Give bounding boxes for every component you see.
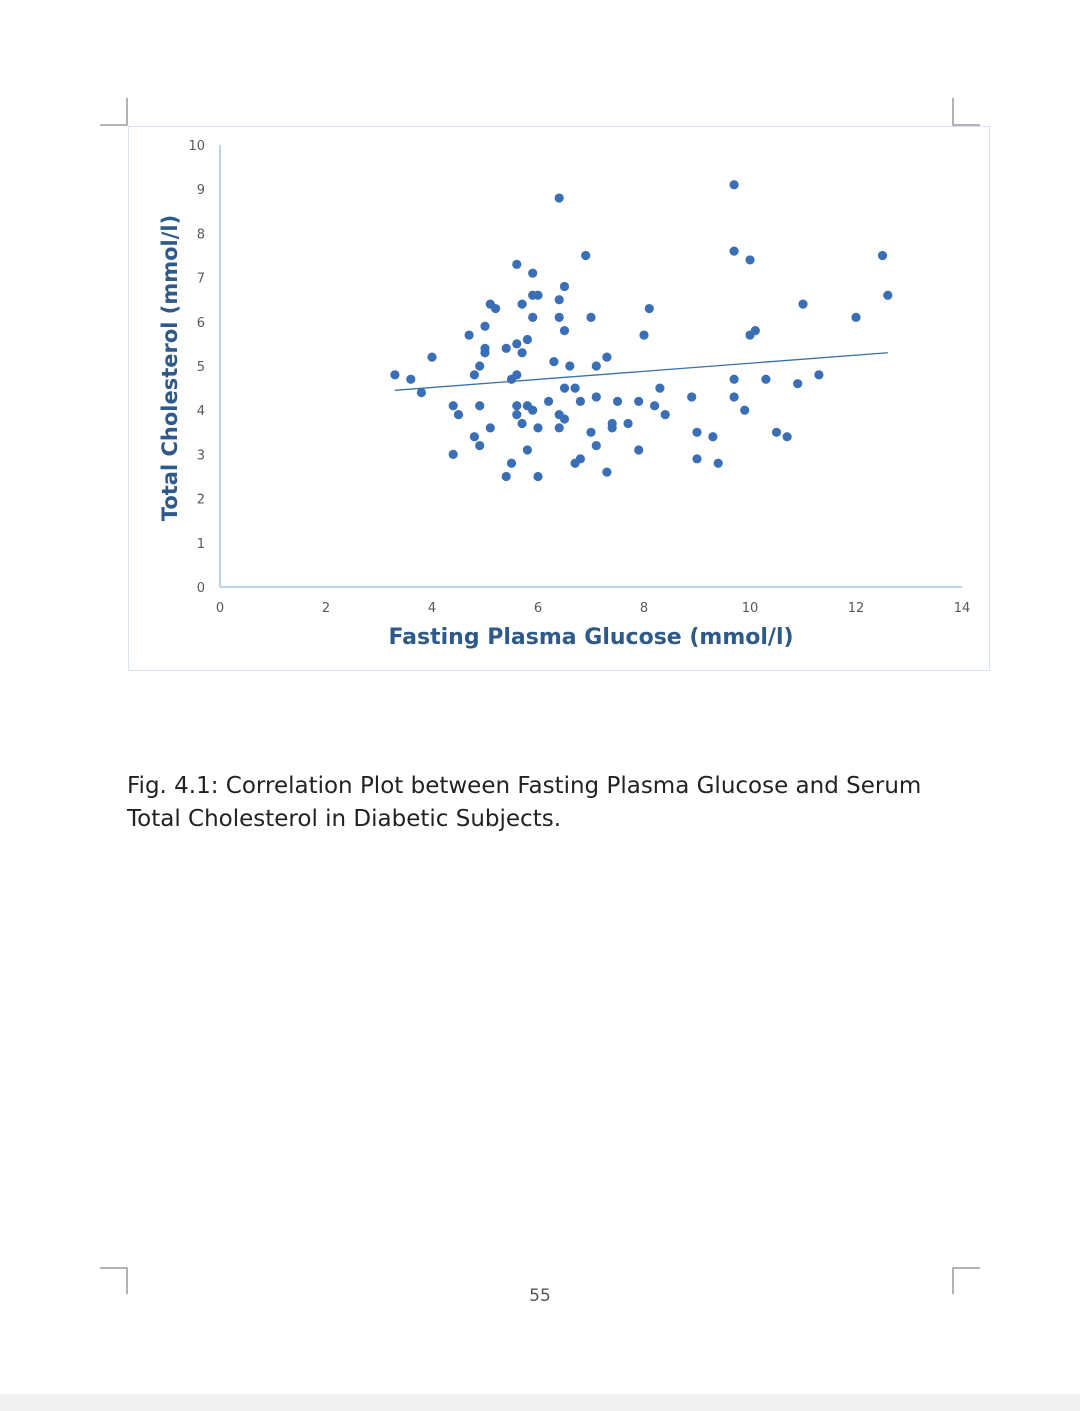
chart-frame (128, 126, 990, 671)
data-point (751, 326, 760, 335)
y-tick-label: 9 (196, 183, 205, 199)
x-tick-label: 8 (639, 601, 649, 616)
data-points (390, 180, 892, 481)
data-point (592, 361, 601, 370)
data-point (454, 410, 463, 419)
data-point (851, 313, 860, 322)
data-point (772, 428, 781, 437)
data-point (449, 450, 458, 459)
data-point (533, 291, 542, 300)
data-point (512, 339, 521, 348)
data-point (417, 388, 426, 397)
data-point (518, 300, 527, 309)
data-point (555, 295, 564, 304)
data-point (465, 330, 474, 339)
data-point (661, 410, 670, 419)
data-point (475, 361, 484, 370)
y-tick-label: 3 (196, 448, 205, 464)
y-tick-label: 7 (196, 271, 205, 287)
data-point (475, 441, 484, 450)
data-point (745, 255, 754, 264)
x-tick-label: 4 (427, 601, 437, 616)
data-point (692, 428, 701, 437)
data-point (592, 392, 601, 401)
data-point (555, 423, 564, 432)
data-point (730, 246, 739, 255)
data-point (565, 361, 574, 370)
trendline-group (395, 353, 888, 391)
data-point (523, 335, 532, 344)
data-point (592, 441, 601, 450)
data-point (555, 193, 564, 202)
tick-labels (188, 139, 970, 616)
data-point (544, 397, 553, 406)
data-point (798, 300, 807, 309)
x-tick-label: 12 (847, 601, 865, 616)
data-point (814, 370, 823, 379)
data-point (730, 392, 739, 401)
data-point (714, 459, 723, 468)
data-point (783, 432, 792, 441)
data-point (613, 397, 622, 406)
figure-caption: Fig. 4.1: Correlation Plot between Fasting Plasma Glucose and Serum Total Cholesterol in Diabetic Subjects. (127, 773, 922, 832)
data-point (390, 370, 399, 379)
data-point (502, 344, 511, 353)
data-point (470, 432, 479, 441)
data-point (480, 322, 489, 331)
data-point (406, 375, 415, 384)
data-point (708, 432, 717, 441)
data-point (528, 269, 537, 278)
data-point (512, 260, 521, 269)
data-point (533, 472, 542, 481)
data-point (645, 304, 654, 313)
x-tick-label: 2 (321, 601, 331, 616)
x-axis-title: Fasting Plasma Glucose (mmol/l) (388, 625, 794, 650)
data-point (512, 401, 521, 410)
y-tick-label: 6 (196, 315, 205, 331)
bottom-bar (0, 1394, 1080, 1411)
data-point (634, 445, 643, 454)
data-point (560, 326, 569, 335)
x-tick-label: 6 (533, 601, 543, 616)
x-tick-label: 10 (741, 601, 759, 616)
data-point (549, 357, 558, 366)
data-point (639, 330, 648, 339)
data-point (740, 406, 749, 415)
data-point (512, 410, 521, 419)
data-point (449, 401, 458, 410)
data-point (650, 401, 659, 410)
y-tick-label: 5 (196, 360, 205, 375)
data-point (602, 467, 611, 476)
data-point (571, 384, 580, 393)
data-point (634, 397, 643, 406)
data-point (878, 251, 887, 260)
data-point (560, 414, 569, 423)
data-point (502, 472, 511, 481)
data-point (470, 370, 479, 379)
data-point (602, 353, 611, 362)
data-point (555, 313, 564, 322)
data-point (883, 291, 892, 300)
data-point (687, 392, 696, 401)
y-tick-label: 10 (188, 139, 205, 154)
trendline (395, 353, 888, 391)
data-point (761, 375, 770, 384)
data-point (475, 401, 484, 410)
data-point (523, 445, 532, 454)
data-point (533, 423, 542, 432)
data-point (518, 348, 527, 357)
x-tick-label: 14 (953, 601, 971, 616)
data-point (507, 459, 516, 468)
data-point (586, 313, 595, 322)
data-point (528, 406, 537, 415)
data-point (655, 384, 664, 393)
x-tick-label: 0 (215, 601, 225, 616)
data-point (624, 419, 633, 428)
y-tick-label: 8 (196, 227, 205, 243)
y-tick-label: 1 (196, 536, 205, 552)
data-point (730, 180, 739, 189)
data-point (427, 353, 436, 362)
data-point (730, 375, 739, 384)
page-number: 55 (529, 1286, 551, 1306)
data-point (692, 454, 701, 463)
y-tick-label: 0 (196, 581, 205, 596)
y-axis-title: Total Cholesterol (mmol/l) (158, 214, 182, 522)
data-point (576, 454, 585, 463)
data-point (793, 379, 802, 388)
data-point (608, 423, 617, 432)
data-point (560, 384, 569, 393)
data-point (528, 313, 537, 322)
data-point (486, 423, 495, 432)
axes (220, 145, 962, 587)
data-point (480, 348, 489, 357)
scatter-chart (129, 127, 991, 672)
data-point (586, 428, 595, 437)
data-point (512, 370, 521, 379)
data-point (576, 397, 585, 406)
data-point (581, 251, 590, 260)
data-point (560, 282, 569, 291)
data-point (491, 304, 500, 313)
data-point (518, 419, 527, 428)
y-tick-label: 4 (196, 404, 205, 420)
y-tick-label: 2 (196, 492, 205, 508)
